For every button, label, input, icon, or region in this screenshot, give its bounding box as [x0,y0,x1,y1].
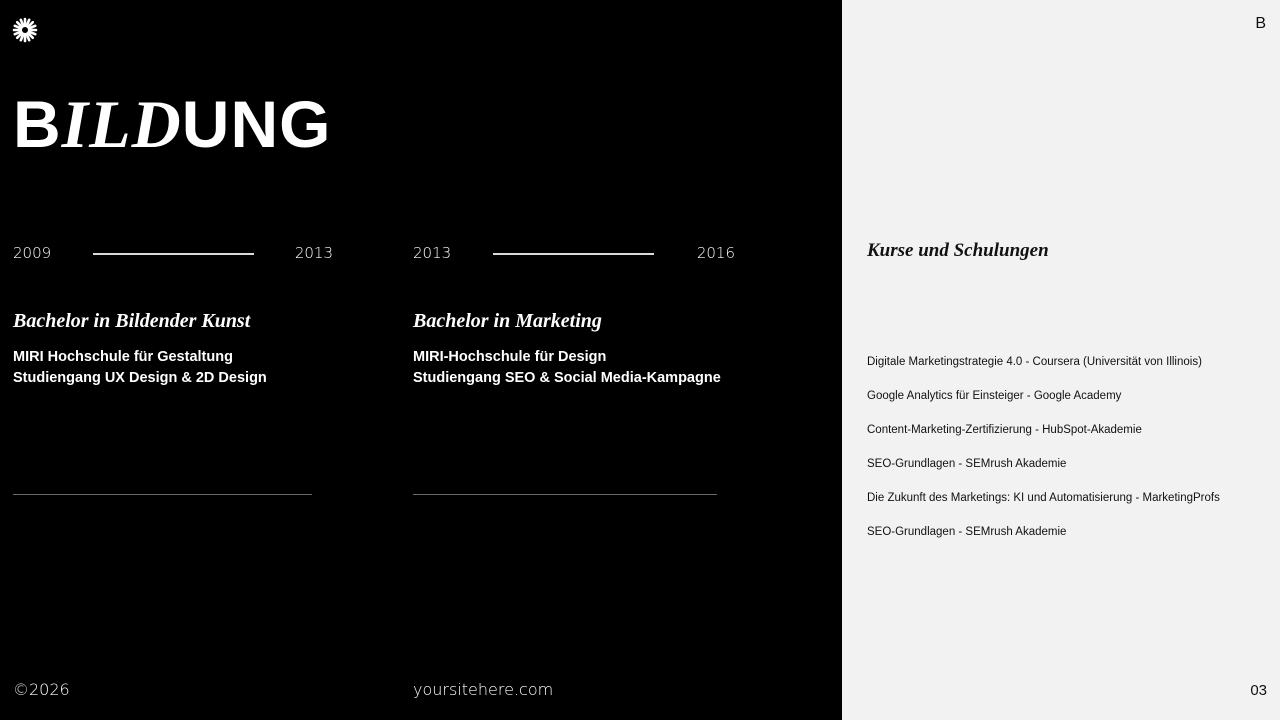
course-item: SEO-Grundlagen - SEMrush Akademie [867,526,1067,538]
school-name: MIRI Hochschule für Gestaltung [13,349,233,365]
start-year: 2013 [413,244,452,262]
page-number: 03 [1250,682,1267,699]
study-program: Studiengang SEO & Social Media-Kampagne [413,370,721,386]
website-link[interactable]: yoursitehere.com [413,680,554,699]
courses-list [867,354,1220,558]
timeline-bar [93,253,254,255]
course-item: SEO-Grundlagen - SEMrush Akademie [867,458,1067,470]
degree-title: Bachelor in Marketing [413,310,602,332]
page-title-part: UNG [181,87,332,161]
page-title [13,83,331,165]
start-year: 2009 [13,244,52,262]
course-item: Digitale Marketingstrategie 4.0 - Coursera (Universität von Illinois) [867,356,1202,368]
degree-title: Bachelor in Bildender Kunst [13,310,251,332]
starburst-icon [12,17,38,43]
end-year: 2013 [294,244,333,262]
course-item: Content-Marketing-Zertifizierung - HubSpot-Akademie [867,424,1142,436]
school-name: MIRI-Hochschule für Design [413,349,607,365]
copyright-text: ©2026 [13,680,70,699]
divider [413,494,717,495]
timeline-bar [493,253,654,255]
divider [13,494,312,495]
courses-title: Kurse und Schulungen [867,240,1049,261]
course-item: Google Analytics für Einsteiger - Google Academy [867,390,1122,402]
page-title-part: B [13,87,62,161]
page-title-part-italic: ILD [61,86,182,162]
course-item: Die Zukunft des Marketings: KI und Automatisierung - MarketingProfs [867,492,1220,504]
school-info [413,347,721,389]
end-year: 2016 [696,244,735,262]
school-info [13,347,267,389]
study-program: Studiengang UX Design & 2D Design [13,370,267,386]
right-panel [842,0,1280,720]
page-letter: B [1255,15,1266,32]
